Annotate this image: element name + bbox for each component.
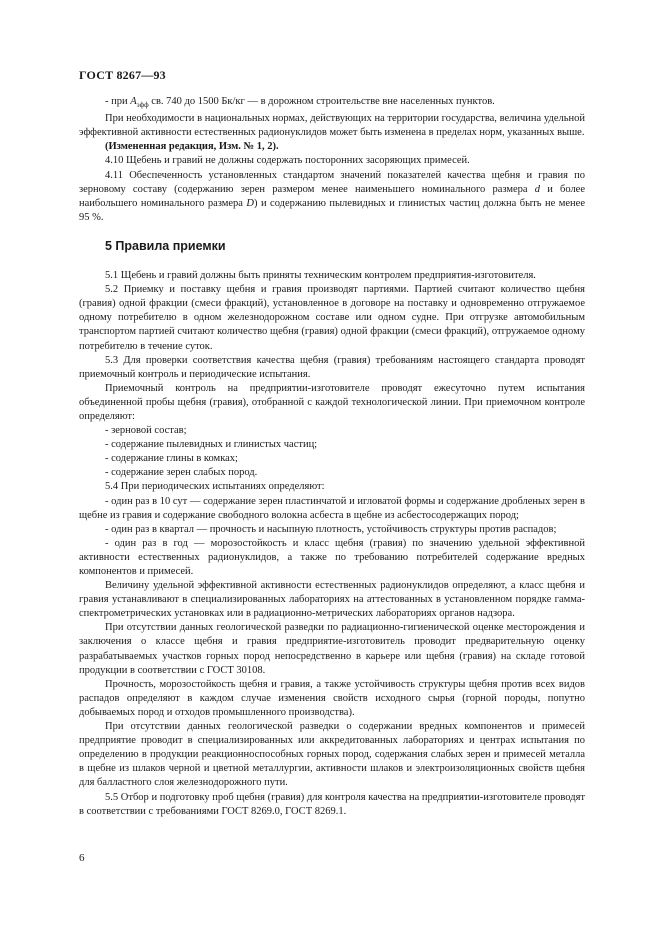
list-item: - содержание зерен слабых пород. xyxy=(105,467,258,479)
list-item: - один раз в квартал — прочность и насыпную плотность, устойчивость структуры против распадов; xyxy=(105,523,557,535)
document-body xyxy=(79,95,585,819)
list-item: - один раз в 10 сут — содержание зерен пластинчатой и игловатой формы и содержание дробленых зерен в щебне из гравия и содержание свободного волокна асбеста в щебне из асбестосодержащих пород; xyxy=(79,495,585,521)
paragraph-activity-limit: - при $A_{эфф}$ св. 740 до 1500 Бк/кг — в дорожном строительстве вне населенных пунктов. xyxy=(105,96,495,110)
clause-5-2: 5.2 Приемку и поставку щебня и гравия производят партиями. Партией считают количество щебня (гравия) одной фракции (смеси фракций), установленное в договоре на поставку и одновременно отгружаемое одному потребителю в одном железнодорожном составе или одном судне. При отгрузке автомобильным транспортом партией считают количество щебня (гравия) одной фракции (смеси фракций), отгружаемое одному потребителю в течение суток. xyxy=(79,284,585,352)
paragraph: Прочность, морозостойкость щебня и гравия, а также устойчивость структуры щебня против всех видов распадов определяют в каждом случае изменения свойств исходного сырья (горной породы, попутно добываемых пород и отходов промышленного производства). xyxy=(79,678,585,718)
list-item: - зерновой состав; xyxy=(105,425,187,437)
paragraph: При отсутствии данных геологической разведки о содержании вредных компонентов и примесей предприятие проводит в специализированных или аккредитованных лабораториях и центрах испытания по определению в продукции реакционноспособных горных пород, содержания слабых зерен и примесей металла в щебне из шлаков черной и цветной металлургии, активности шлаков и электроизоляционных свойств щебня для балластного слоя железнодорожного пути. xyxy=(79,721,585,789)
document-header: ГОСТ 8267—93 xyxy=(79,68,166,82)
clause-4-11: 4.11 Обеспеченность установленных стандартом значений показателей качества щебня и гравия по зерновому составу (содержанию зерен размером менее наименьшего номинального размера d и более наибольшего номинального размера D) и содержанию пылевидных и глинистых частиц должна быть не менее 95 %. xyxy=(79,169,585,223)
clause-5-3: 5.3 Для проверки соответствия качества щебня (гравия) требованиям настоящего стандарта проводят приемочный контроль и периодические испытания. xyxy=(79,354,585,380)
paragraph: Приемочный контроль на предприятии-изготовителе проводят ежесуточно путем испытания объединенной пробы щебня (гравия), отобранной с каждой технологической линии. При приемочном контроле определяют: xyxy=(79,382,585,422)
paragraph: При необходимости в национальных нормах, действующих на территории государства, величина удельной эффективной активности естественных радионуклидов может быть изменена в пределах норм, указанных выше. xyxy=(79,113,585,139)
clause-4-10: 4.10 Щебень и гравий не должны содержать посторонних засоряющих примесей. xyxy=(105,155,470,167)
amendment-note: (Измененная редакция, Изм. № 1, 2). xyxy=(105,141,279,153)
list-item: - один раз в год — морозостойкость и класс щебня (гравия) по значению удельной эффективной активности естественных радионуклидов, а также по требованию потребителей содержание вредных компонентов и примесей. xyxy=(79,537,585,577)
paragraph: Величину удельной эффективной активности естественных радионуклидов определяют, а класс щебня и гравия устанавливают в специализированных лабораториях на аттестованных в установленном порядке гамма-спектрометрических установках или в радиационно-метрических лабораториях органов надзора. xyxy=(79,580,585,620)
list-item: - содержание пылевидных и глинистых частиц; xyxy=(105,439,318,451)
paragraph: При отсутствии данных геологической разведки по радиационно-гигиенической оценке месторождения и заключения о классе щебня и гравия предприятие-изготовитель проводит предварительную оценку разрабатываемых участков горных пород непосредственно в карьере или щебня (гравия) на складе готовой продукции в соответствии с ГОСТ 30108. xyxy=(79,622,585,676)
clause-5-4: 5.4 При периодических испытаниях определяют: xyxy=(105,481,325,493)
page-number: 6 xyxy=(79,852,85,864)
clause-5-5: 5.5 Отбор и подготовку проб щебня (гравия) для контроля качества на предприятии-изготовителе проводят в соответствии с требованиями ГОСТ 8269.0, ГОСТ 8269.1. xyxy=(79,791,585,817)
list-item: - содержание глины в комках; xyxy=(105,453,238,465)
clause-5-1: 5.1 Щебень и гравий должны быть приняты техническим контролем предприятия-изготовителя. xyxy=(105,270,536,282)
section-heading: 5 Правила приемки xyxy=(105,238,226,253)
